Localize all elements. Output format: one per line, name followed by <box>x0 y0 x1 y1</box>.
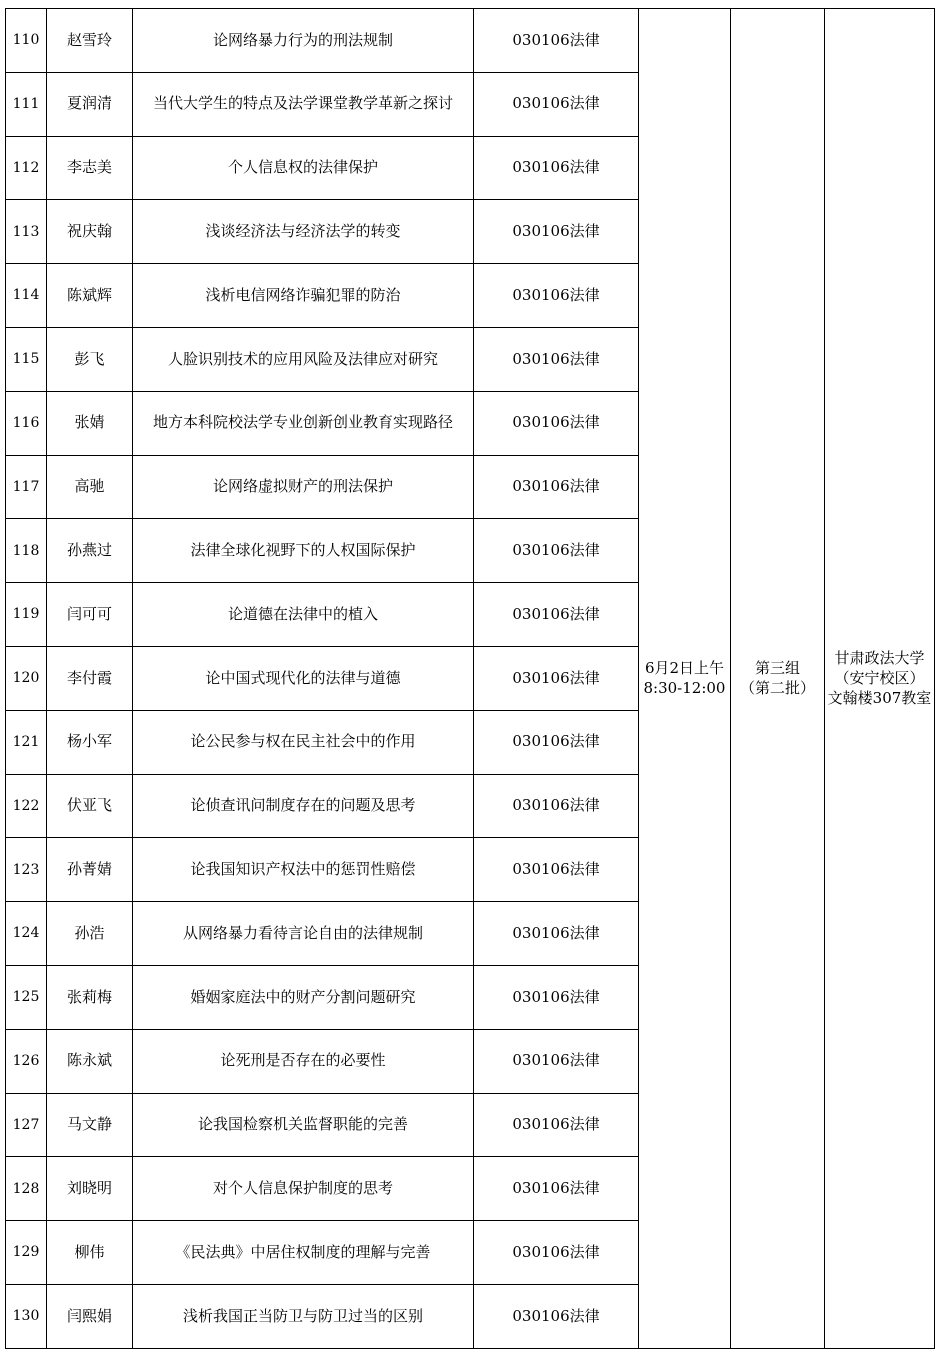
row-number: 115 <box>6 327 47 391</box>
defense-schedule-table <box>5 8 935 1349</box>
major: 030106法律 <box>474 1284 639 1348</box>
row-number: 127 <box>6 1093 47 1157</box>
major: 030106法律 <box>474 646 639 710</box>
defense-date: 6月2日上午 <box>644 659 725 678</box>
thesis-title: 对个人信息保护制度的思考 <box>133 1157 474 1221</box>
student-name: 李志美 <box>47 136 133 200</box>
student-name: 孙菁婧 <box>47 838 133 902</box>
row-number: 118 <box>6 519 47 583</box>
row-number: 128 <box>6 1157 47 1221</box>
thesis-title: 人脸识别技术的应用风险及法律应对研究 <box>133 327 474 391</box>
major: 030106法律 <box>474 1157 639 1221</box>
schedule-table-body <box>6 9 935 1349</box>
thesis-title: 当代大学生的特点及法学课堂教学革新之探讨 <box>133 72 474 136</box>
row-number: 124 <box>6 902 47 966</box>
thesis-title: 论我国知识产权法中的惩罚性赔偿 <box>133 838 474 902</box>
defense-time <box>639 9 731 1349</box>
major: 030106法律 <box>474 1093 639 1157</box>
thesis-title: 《民法典》中居住权制度的理解与完善 <box>133 1221 474 1285</box>
thesis-title: 浅析电信网络诈骗犯罪的防治 <box>133 264 474 328</box>
student-name: 夏润清 <box>47 72 133 136</box>
row-number: 130 <box>6 1284 47 1348</box>
major: 030106法律 <box>474 902 639 966</box>
student-name: 刘晓明 <box>47 1157 133 1221</box>
thesis-title: 论死刑是否存在的必要性 <box>133 1029 474 1093</box>
thesis-title: 法律全球化视野下的人权国际保护 <box>133 519 474 583</box>
major: 030106法律 <box>474 1029 639 1093</box>
student-name: 陈永斌 <box>47 1029 133 1093</box>
defense-group <box>731 9 825 1349</box>
location-room: 文翰楼307教室 <box>827 689 932 708</box>
thesis-title: 论中国式现代化的法律与道德 <box>133 646 474 710</box>
student-name: 马文静 <box>47 1093 133 1157</box>
location-university: 甘肃政法大学 <box>834 648 925 667</box>
major: 030106法律 <box>474 327 639 391</box>
thesis-title: 论侦查讯问制度存在的问题及思考 <box>133 774 474 838</box>
group-batch: （第二批） <box>739 679 815 698</box>
student-name: 高驰 <box>47 455 133 519</box>
row-number: 119 <box>6 583 47 647</box>
row-number: 114 <box>6 264 47 328</box>
thesis-title: 从网络暴力看待言论自由的法律规制 <box>133 902 474 966</box>
student-name: 李付霞 <box>47 646 133 710</box>
major: 030106法律 <box>474 1221 639 1285</box>
student-name: 张莉梅 <box>47 965 133 1029</box>
student-name: 张婧 <box>47 391 133 455</box>
major: 030106法律 <box>474 965 639 1029</box>
row-number: 120 <box>6 646 47 710</box>
thesis-title: 论网络暴力行为的刑法规制 <box>133 9 474 73</box>
table-row <box>6 9 935 73</box>
student-name: 杨小军 <box>47 710 133 774</box>
thesis-title: 论道德在法律中的植入 <box>133 583 474 647</box>
location-campus: （安宁校区） <box>834 669 925 688</box>
row-number: 129 <box>6 1221 47 1285</box>
student-name: 赵雪玲 <box>47 9 133 73</box>
thesis-title: 婚姻家庭法中的财产分割问题研究 <box>133 965 474 1029</box>
thesis-title: 论公民参与权在民主社会中的作用 <box>133 710 474 774</box>
student-name: 闫熙娟 <box>47 1284 133 1348</box>
student-name: 柳伟 <box>47 1221 133 1285</box>
row-number: 121 <box>6 710 47 774</box>
major: 030106法律 <box>474 72 639 136</box>
row-number: 111 <box>6 72 47 136</box>
major: 030106法律 <box>474 455 639 519</box>
thesis-title: 浅析我国正当防卫与防卫过当的区别 <box>133 1284 474 1348</box>
major: 030106法律 <box>474 774 639 838</box>
row-number: 117 <box>6 455 47 519</box>
row-number: 122 <box>6 774 47 838</box>
major: 030106法律 <box>474 9 639 73</box>
defense-location <box>825 9 935 1349</box>
thesis-title: 浅谈经济法与经济法学的转变 <box>133 200 474 264</box>
thesis-title: 论我国检察机关监督职能的完善 <box>133 1093 474 1157</box>
group-name: 第三组 <box>754 659 800 678</box>
defense-hours: 8:30-12:00 <box>643 679 726 698</box>
major: 030106法律 <box>474 710 639 774</box>
row-number: 116 <box>6 391 47 455</box>
major: 030106法律 <box>474 200 639 264</box>
row-number: 126 <box>6 1029 47 1093</box>
major: 030106法律 <box>474 583 639 647</box>
row-number: 123 <box>6 838 47 902</box>
row-number: 112 <box>6 136 47 200</box>
student-name: 孙浩 <box>47 902 133 966</box>
major: 030106法律 <box>474 264 639 328</box>
thesis-title: 个人信息权的法律保护 <box>133 136 474 200</box>
major: 030106法律 <box>474 519 639 583</box>
student-name: 陈斌辉 <box>47 264 133 328</box>
student-name: 祝庆翰 <box>47 200 133 264</box>
student-name: 闫可可 <box>47 583 133 647</box>
major: 030106法律 <box>474 136 639 200</box>
student-name: 彭飞 <box>47 327 133 391</box>
major: 030106法律 <box>474 838 639 902</box>
row-number: 113 <box>6 200 47 264</box>
thesis-title: 论网络虚拟财产的刑法保护 <box>133 455 474 519</box>
thesis-title: 地方本科院校法学专业创新创业教育实现路径 <box>133 391 474 455</box>
student-name: 伏亚飞 <box>47 774 133 838</box>
student-name: 孙燕过 <box>47 519 133 583</box>
major: 030106法律 <box>474 391 639 455</box>
row-number: 110 <box>6 9 47 73</box>
row-number: 125 <box>6 965 47 1029</box>
